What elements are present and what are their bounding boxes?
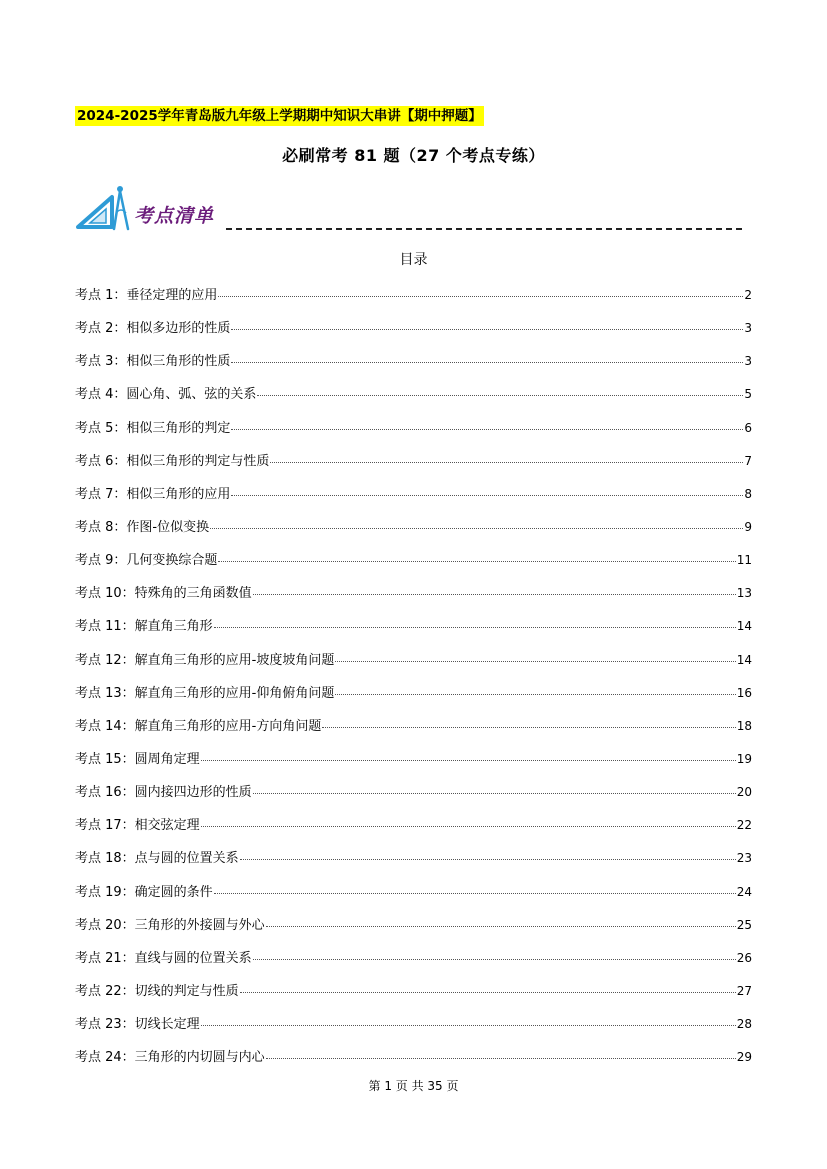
toc-item[interactable]: [75, 516, 752, 549]
toc-item-label[interactable]: 考点 21：直线与圆的位置关系: [75, 950, 252, 966]
toc-item-page[interactable]: 25: [736, 917, 752, 932]
toc-item-page[interactable]: 8: [744, 486, 752, 501]
toc-item[interactable]: [75, 1046, 752, 1079]
toc-item[interactable]: [75, 317, 752, 350]
document-title: 必刷常考 81 题（27 个考点专练）: [282, 146, 545, 165]
toc-item[interactable]: [75, 748, 752, 781]
toc-item[interactable]: [75, 682, 752, 715]
toc-item[interactable]: [75, 284, 752, 317]
toc-item-label[interactable]: 考点 9：几何变换综合题: [75, 553, 218, 569]
toc-item-label[interactable]: 考点 23：切线长定理: [75, 1017, 200, 1033]
toc-item-label[interactable]: 考点 1：垂径定理的应用: [75, 288, 218, 303]
toc-item[interactable]: [75, 615, 752, 648]
toc-item-label[interactable]: 考点 17：相交弦定理: [75, 818, 200, 834]
toc-item[interactable]: [75, 582, 752, 615]
toc-item[interactable]: [75, 1013, 752, 1046]
toc-item-page[interactable]: 5: [744, 387, 752, 402]
toc-leader-dots: [231, 419, 743, 430]
section-logo: [76, 183, 742, 235]
toc-leader-dots: [214, 883, 736, 894]
toc-leader-dots: [214, 617, 736, 628]
toc-leader-dots: [322, 717, 735, 728]
toc-item-label[interactable]: 考点 24：三角形的内切圆与内心: [75, 1050, 265, 1066]
toc-item[interactable]: [75, 814, 752, 847]
toc-item[interactable]: [75, 715, 752, 748]
toc-item-label[interactable]: 考点 2：相似多边形的性质: [75, 321, 231, 337]
toc-item-page[interactable]: 14: [736, 652, 752, 667]
toc-item-page[interactable]: 13: [736, 586, 752, 601]
toc-item-label[interactable]: 考点 12：解直角三角形的应用-坡度坡角问题: [75, 652, 335, 668]
toc-item[interactable]: [75, 649, 752, 682]
toc-item-page[interactable]: 23: [736, 851, 752, 866]
section-logo-text: 考点清单: [134, 205, 215, 227]
toc-item[interactable]: [75, 383, 752, 416]
toc-item-page[interactable]: 2: [744, 288, 752, 302]
page-footer: 第 1 页 共 35 页: [368, 1079, 459, 1093]
toc-item-label[interactable]: 考点 5：相似三角形的判定: [75, 420, 231, 436]
toc-leader-dots: [231, 319, 743, 330]
toc-item-label[interactable]: 考点 14：解直角三角形的应用-方向角问题: [75, 718, 322, 734]
toc-item-page[interactable]: 22: [736, 818, 752, 833]
ruler-compass-icon: [76, 183, 136, 233]
toc-leader-dots: [218, 551, 735, 562]
toc-item-page[interactable]: 9: [744, 519, 752, 534]
toc-leader-dots: [201, 1015, 736, 1026]
toc-item-page[interactable]: 27: [736, 983, 752, 998]
toc-leader-dots: [266, 916, 736, 927]
toc-item-label[interactable]: 考点 7：相似三角形的应用: [75, 486, 231, 502]
toc-item-label[interactable]: 考点 8：作图-位似变换: [75, 519, 210, 535]
toc-item-page[interactable]: 29: [736, 1050, 752, 1065]
toc-item[interactable]: [75, 980, 752, 1013]
toc-item[interactable]: [75, 881, 752, 914]
toc-leader-dots: [201, 816, 736, 827]
toc-leader-dots: [210, 518, 743, 529]
toc-item-page[interactable]: 6: [744, 420, 752, 435]
toc-leader-dots: [253, 584, 736, 595]
toc-list: [75, 284, 752, 1079]
toc-item[interactable]: [75, 483, 752, 516]
toc-item-label[interactable]: 考点 3：相似三角形的性质: [75, 354, 231, 370]
toc-item-page[interactable]: 14: [736, 619, 752, 634]
toc-item-label[interactable]: 考点 22：切线的判定与性质: [75, 983, 239, 999]
toc-item-page[interactable]: 20: [736, 785, 752, 800]
toc-leader-dots: [240, 982, 736, 993]
toc-item[interactable]: [75, 781, 752, 814]
header-banner: 2024-2025学年青岛版九年级上学期期中知识大串讲【期中押题】: [77, 108, 482, 124]
section-divider: [226, 228, 742, 230]
toc-item-label[interactable]: 考点 13：解直角三角形的应用-仰角俯角问题: [75, 685, 335, 701]
toc-leader-dots: [257, 385, 743, 396]
toc-item[interactable]: [75, 914, 752, 947]
toc-item-page[interactable]: 18: [736, 718, 752, 733]
toc-item-label[interactable]: 考点 20：三角形的外接圆与外心: [75, 917, 265, 933]
toc-item-label[interactable]: 考点 19：确定圆的条件: [75, 884, 213, 900]
toc-item[interactable]: [75, 350, 752, 383]
toc-item-label[interactable]: 考点 18：点与圆的位置关系: [75, 851, 239, 867]
toc-leader-dots: [253, 783, 736, 794]
toc-item-page[interactable]: 3: [744, 321, 752, 336]
toc-item-page[interactable]: 26: [736, 950, 752, 965]
toc-item-page[interactable]: 3: [744, 354, 752, 369]
toc-leader-dots: [335, 651, 735, 662]
toc-item[interactable]: [75, 847, 752, 880]
toc-item[interactable]: [75, 549, 752, 582]
toc-leader-dots: [266, 1048, 736, 1059]
toc-item-page[interactable]: 28: [736, 1017, 752, 1032]
toc-leader-dots: [270, 452, 743, 463]
toc-leader-dots: [231, 485, 743, 496]
toc-item-page[interactable]: 7: [744, 453, 752, 468]
toc-leader-dots: [231, 352, 743, 363]
toc-leader-dots: [240, 849, 736, 860]
toc-item-label[interactable]: 考点 10：特殊角的三角函数值: [75, 586, 252, 602]
toc-leader-dots: [335, 684, 735, 695]
toc-heading: 目录: [399, 252, 428, 268]
toc-item-label[interactable]: 考点 16：圆内接四边形的性质: [75, 785, 252, 801]
toc-item[interactable]: [75, 947, 752, 980]
toc-leader-dots: [201, 750, 736, 761]
toc-item-page[interactable]: 19: [736, 751, 752, 766]
toc-item-label[interactable]: 考点 15：圆周角定理: [75, 751, 200, 767]
toc-item-page[interactable]: 11: [736, 553, 752, 568]
toc-item[interactable]: [75, 450, 752, 483]
toc-item-label[interactable]: 考点 11：解直角三角形: [75, 619, 213, 635]
toc-item-page[interactable]: 16: [736, 685, 752, 700]
toc-leader-dots: [253, 949, 736, 960]
toc-leader-dots: [218, 286, 743, 297]
toc-item[interactable]: [75, 417, 752, 450]
toc-item-label[interactable]: 考点 6：相似三角形的判定与性质: [75, 453, 270, 469]
toc-item-label[interactable]: 考点 4：圆心角、弧、弦的关系: [75, 387, 257, 403]
toc-item-page[interactable]: 24: [736, 884, 752, 899]
